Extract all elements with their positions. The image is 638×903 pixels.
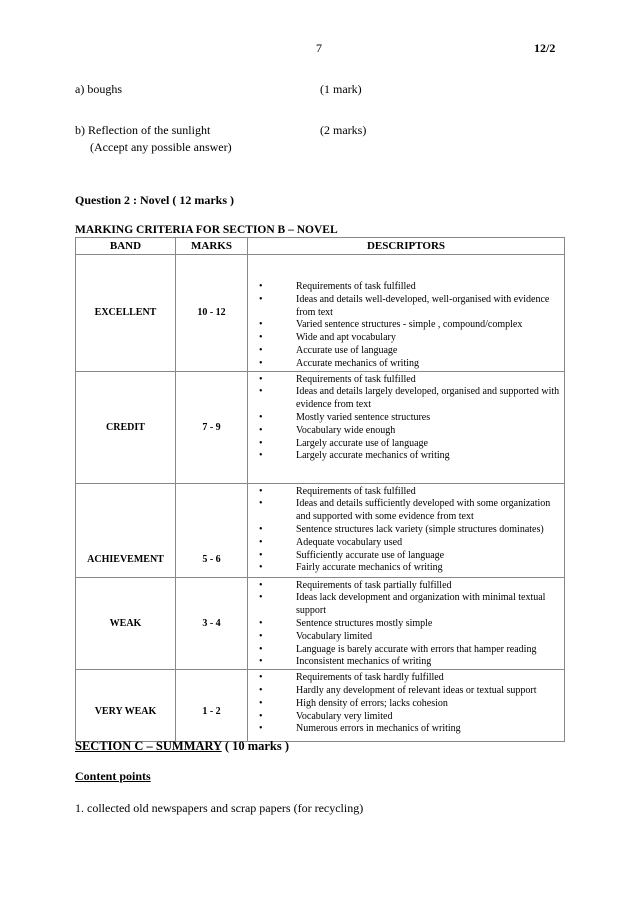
answer-b-marks: (2 marks) [320,123,367,137]
descriptors-cell [248,371,565,483]
bullet-icon: • [259,319,263,331]
descriptor-item: • Ideas and details sufficiently developed with some organization and supported with some evidence from text [259,498,551,523]
table-row [76,577,565,670]
descriptor-item: • Wide and apt vocabulary [259,332,396,344]
bullet-icon: • [259,643,263,655]
bullet-icon: • [259,523,263,535]
descriptor-item: • Largely accurate mechanics of writing [259,450,450,462]
descriptor-item: • Fairly accurate mechanics of writing [259,562,443,574]
descriptor-item: • Varied sentence structures - simple , compound/complex [259,319,523,331]
bullet-icon: • [259,697,263,709]
bullet-icon: • [259,536,263,548]
table-row [76,670,565,742]
band-cell: ACHIEVEMENT [76,483,176,577]
bullet-icon: • [259,684,263,696]
marking-criteria-table [75,237,565,742]
bullet-icon: • [259,450,263,462]
paper-code: 12/2 [534,41,556,55]
descriptor-item: • Vocabulary limited [259,630,373,642]
band-cell: VERY WEAK [76,670,176,742]
bullet-icon: • [259,373,263,385]
descriptor-item: • Accurate use of language [259,344,398,356]
marks-cell: 1 - 2 [176,670,248,742]
marks-cell: 7 - 9 [176,371,248,483]
answer-b-label: b) Reflection of the sunlight [75,123,211,137]
bullet-icon: • [259,411,263,423]
bullet-icon: • [259,579,263,591]
section-c-marks: ( 10 marks ) [221,739,290,753]
bullet-icon: • [259,592,263,604]
band-cell: CREDIT [76,371,176,483]
answer-b-note: (Accept any possible answer) [90,140,232,154]
bullet-icon: • [259,710,263,722]
descriptor-item: • Largely accurate use of language [259,437,428,449]
header-descriptors: DESCRIPTORS [248,238,565,255]
marks-cell: 10 - 12 [176,255,248,372]
descriptor-item: • Accurate mechanics of writing [259,357,420,369]
bullet-icon: • [259,437,263,449]
section-c-heading [75,739,289,754]
descriptor-item: • High density of errors; lacks cohesion [259,697,448,709]
descriptor-item: • Requirements of task partially fulfilled [259,579,452,591]
bullet-icon: • [259,498,263,510]
descriptor-item: • Ideas lack development and organization with minimal textual support [259,592,546,617]
descriptor-item: • Inconsistent mechanics of writing [259,656,432,668]
page-number: 7 [316,41,322,55]
header-band: BAND [76,238,176,255]
descriptor-item: • Numerous errors in mechanics of writing [259,723,461,735]
table-row [76,255,565,372]
answer-a-marks: (1 mark) [320,82,362,96]
answer-a-label: a) boughs [75,82,122,96]
descriptor-item: • Ideas and details well-developed, well-organised with evidence from text [259,293,550,318]
descriptors-cell [248,670,565,742]
descriptor-item: evidence from text [296,399,371,411]
bullet-icon: • [259,344,263,356]
table-row [76,483,565,577]
descriptor-item: • Mostly varied sentence structures [259,411,431,423]
descriptor-item: • Ideas and details largely developed, organised and supported with [259,386,560,398]
descriptor-item: • Sentence structures mostly simple [259,617,433,629]
criteria-title: MARKING CRITERIA FOR SECTION B – NOVEL [75,224,338,236]
bullet-icon: • [259,424,263,436]
descriptors-cell [248,577,565,670]
descriptor-item: • Requirements of task fulfilled [259,373,416,385]
descriptors-cell [248,483,565,577]
bullet-icon: • [259,357,263,369]
bullet-icon: • [259,386,263,398]
bullet-icon: • [259,549,263,561]
descriptor-item: • Hardly any development of relevant ideas or textual support [259,684,537,696]
bullet-icon: • [259,485,263,497]
descriptor-item: • Sentence structures lack variety (simple structures dominates) [259,523,544,535]
marks-cell: 5 - 6 [176,483,248,577]
bullet-icon: • [259,562,263,574]
bullet-icon: • [259,672,263,684]
bullet-icon: • [259,630,263,642]
descriptor-item: • Sufficiently accurate use of language [259,549,445,561]
table-row [76,371,565,483]
bullet-icon: • [259,332,263,344]
descriptor-item: • Language is barely accurate with errors that hamper reading [259,643,537,655]
band-cell: EXCELLENT [76,255,176,372]
descriptor-item: • Adequate vocabulary used [259,536,403,548]
question-2-title: Question 2 : Novel ( 12 marks ) [75,193,234,207]
descriptor-item: • Requirements of task hardly fulfilled [259,672,444,684]
descriptor-item: • Vocabulary very limited [259,710,393,722]
section-c-title: SECTION C – SUMMARY [75,739,222,753]
descriptors-cell [248,255,565,372]
bullet-icon: • [259,723,263,735]
bullet-icon: • [259,656,263,668]
bullet-icon: • [259,281,263,292]
band-cell: WEAK [76,577,176,670]
descriptor-item: • Vocabulary wide enough [259,424,396,436]
marks-cell: 3 - 4 [176,577,248,670]
table-header-row [76,238,565,255]
descriptor-item: • Requirements of task fulfilled [259,485,416,497]
bullet-icon: • [259,293,263,305]
header-marks: MARKS [176,238,248,255]
content-point: 1. collected old newspapers and scrap papers (for recycling) [75,801,364,815]
bullet-icon: • [259,617,263,629]
content-points-heading: Content points [75,769,151,783]
descriptor-item: • Requirements of task fulfilled [259,281,416,292]
